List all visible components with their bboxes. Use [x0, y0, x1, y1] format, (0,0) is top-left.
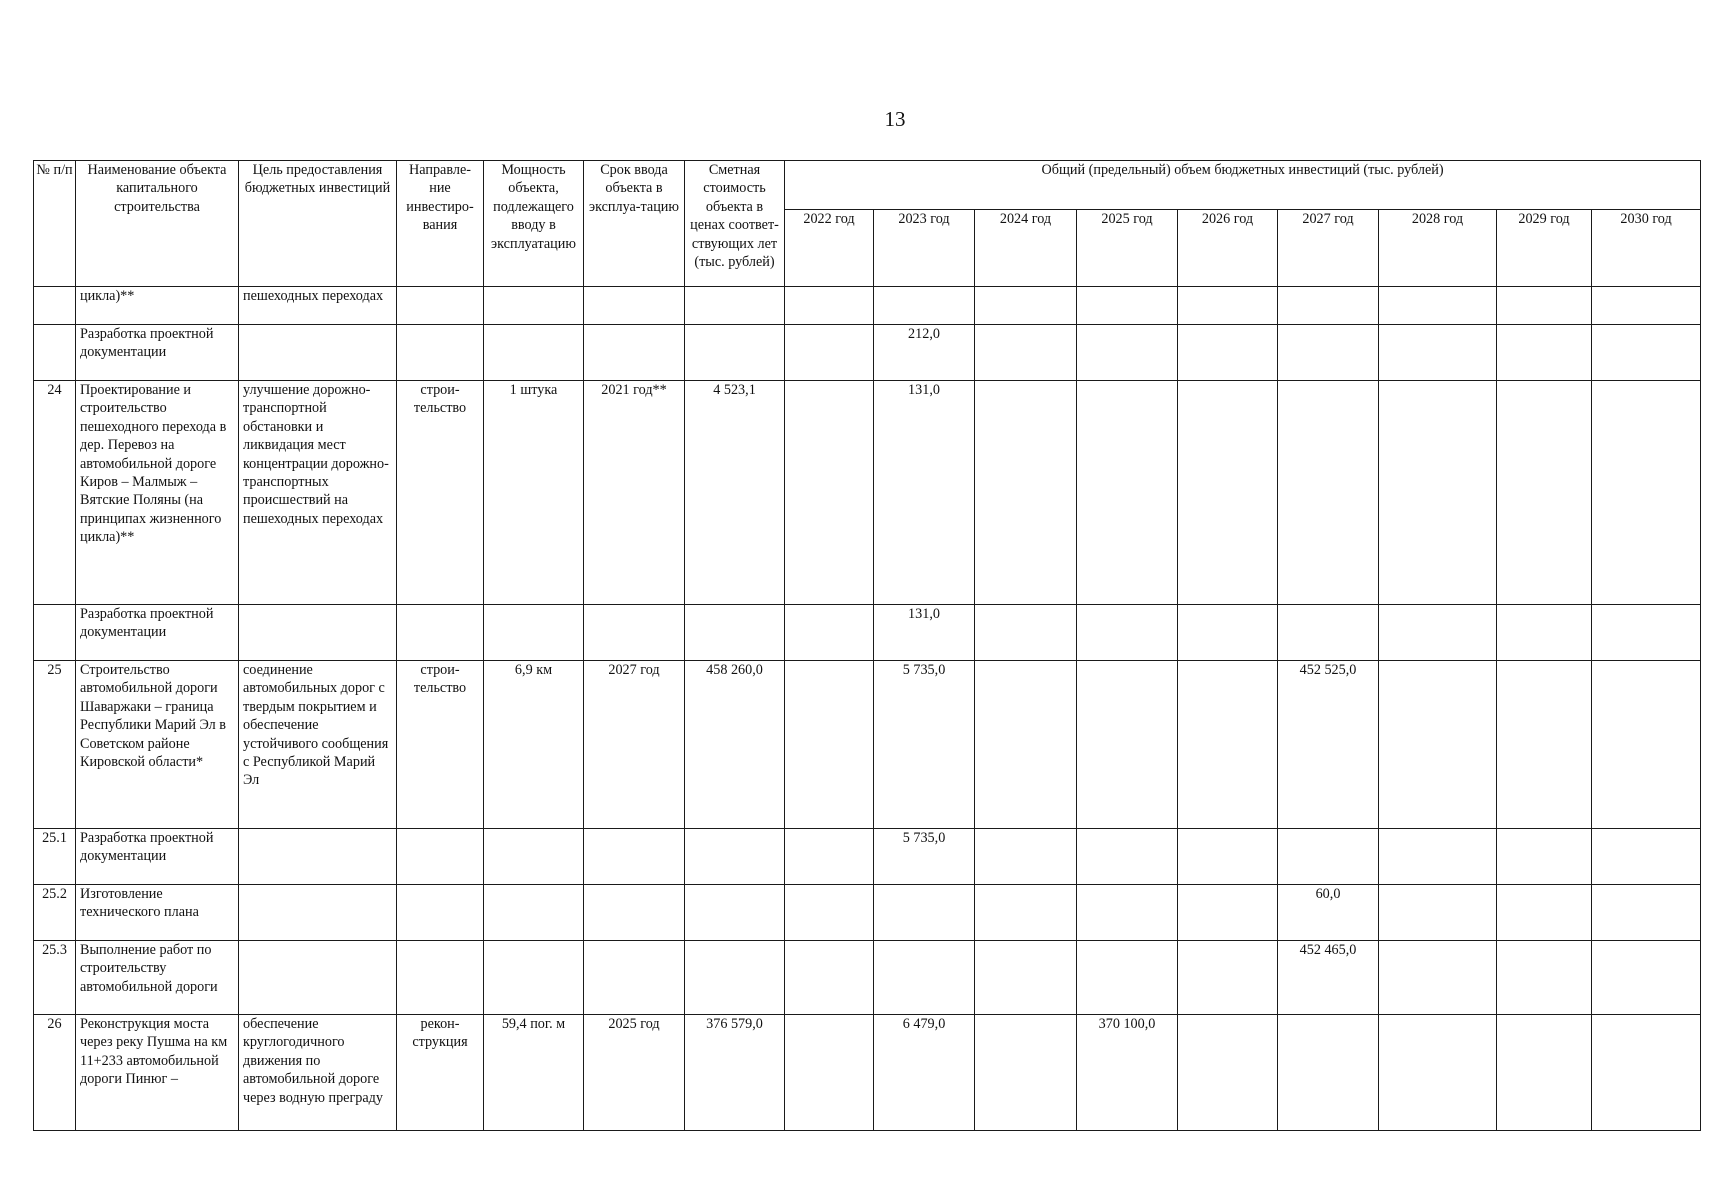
table-body — [34, 287, 1701, 1131]
year-amount-cell — [1497, 1015, 1592, 1131]
year-amount-cell — [1592, 829, 1701, 885]
year-amount-cell — [1592, 605, 1701, 661]
estimated-cost-cell: 4 523,1 — [685, 381, 785, 605]
year-amount-cell — [1178, 381, 1278, 605]
year-amount-cell — [1077, 661, 1178, 829]
col-header-year: 2030 год — [1592, 210, 1701, 287]
commissioning-term-cell — [584, 287, 685, 325]
estimated-cost-cell: 458 260,0 — [685, 661, 785, 829]
commissioning-term-cell — [584, 605, 685, 661]
commissioning-term-cell — [584, 941, 685, 1015]
table-row — [34, 605, 1701, 661]
investment-goal-cell: улучшение дорожно-транспортной обстановки и ликвидация мест концентрации дорожно-транспортных происшествий на пешеходных переходах — [239, 381, 397, 605]
page-number: 13 — [884, 107, 906, 131]
year-amount-cell — [1178, 287, 1278, 325]
estimated-cost-cell: 376 579,0 — [685, 1015, 785, 1131]
year-amount-cell — [874, 885, 975, 941]
object-name-cell: Выполнение работ по строительству автомобильной дороги — [76, 941, 239, 1015]
commissioning-term-cell — [584, 325, 685, 381]
estimated-cost-cell — [685, 287, 785, 325]
investment-direction-cell — [397, 941, 484, 1015]
year-amount-cell — [1497, 605, 1592, 661]
year-amount-cell — [785, 941, 874, 1015]
year-amount-cell — [975, 885, 1077, 941]
capacity-cell: 59,4 пог. м — [484, 1015, 584, 1131]
year-amount-cell: 60,0 — [1278, 885, 1379, 941]
object-name-cell: Строительство автомобильной дороги Шаваржаки – граница Республики Марий Эл в Советском районе Кировской области* — [76, 661, 239, 829]
year-amount-cell — [1379, 885, 1497, 941]
year-amount-cell — [1178, 325, 1278, 381]
commissioning-term-cell — [584, 829, 685, 885]
row-num-cell: 25.3 — [34, 941, 76, 1015]
col-header-name: Наименование объекта капитального строительства — [76, 161, 239, 287]
commissioning-term-cell: 2027 год — [584, 661, 685, 829]
estimated-cost-cell — [685, 885, 785, 941]
commissioning-term-cell — [584, 885, 685, 941]
col-header-goal: Цель предоставления бюджетных инвестиций — [239, 161, 397, 287]
row-num-cell: 25.1 — [34, 829, 76, 885]
object-name-cell: Разработка проектной документации — [76, 605, 239, 661]
object-name-cell: цикла)** — [76, 287, 239, 325]
year-amount-cell — [785, 885, 874, 941]
object-name-cell: Проектирование и строительство пешеходного перехода в дер. Перевоз на автомобильной дороге Киров – Малмыж – Вятские Поляны (на принципах жизненного цикла)** — [76, 381, 239, 605]
investment-goal-cell: обеспечение круглогодичного движения по автомобильной дороге через водную преграду — [239, 1015, 397, 1131]
year-amount-cell — [975, 381, 1077, 605]
year-amount-cell — [1592, 885, 1701, 941]
year-amount-cell — [874, 287, 975, 325]
table-row — [34, 941, 1701, 1015]
year-amount-cell — [1379, 661, 1497, 829]
year-amount-cell — [1379, 941, 1497, 1015]
investment-goal-cell — [239, 325, 397, 381]
year-amount-cell — [1278, 325, 1379, 381]
year-amount-cell — [1497, 381, 1592, 605]
col-header-total: Общий (предельный) объем бюджетных инвестиций (тыс. рублей) — [785, 161, 1701, 210]
investment-direction-cell — [397, 325, 484, 381]
estimated-cost-cell — [685, 829, 785, 885]
col-header-year: 2029 год — [1497, 210, 1592, 287]
year-amount-cell — [1592, 661, 1701, 829]
investment-direction-cell — [397, 829, 484, 885]
year-amount-cell — [975, 1015, 1077, 1131]
table-row — [34, 885, 1701, 941]
capacity-cell: 6,9 км — [484, 661, 584, 829]
year-amount-cell — [785, 605, 874, 661]
year-amount-cell — [785, 661, 874, 829]
year-amount-cell — [1278, 1015, 1379, 1131]
year-amount-cell — [1278, 381, 1379, 605]
year-amount-cell — [1077, 941, 1178, 1015]
estimated-cost-cell — [685, 941, 785, 1015]
table-row — [34, 287, 1701, 325]
year-amount-cell — [1592, 1015, 1701, 1131]
year-amount-cell: 452 465,0 — [1278, 941, 1379, 1015]
investment-direction-cell — [397, 287, 484, 325]
col-header-year: 2027 год — [1278, 210, 1379, 287]
year-amount-cell — [1497, 287, 1592, 325]
row-num-cell: 26 — [34, 1015, 76, 1131]
capacity-cell — [484, 605, 584, 661]
year-amount-cell — [1077, 605, 1178, 661]
col-header-term: Срок ввода объекта в эксплуа-тацию — [584, 161, 685, 287]
col-header-cost: Сметная стоимость объекта в ценах соответ-ствующих лет (тыс. рублей) — [685, 161, 785, 287]
investment-goal-cell: пешеходных переходах — [239, 287, 397, 325]
investment-direction-cell: рекон-струкция — [397, 1015, 484, 1131]
commissioning-term-cell: 2025 год — [584, 1015, 685, 1131]
commissioning-term-cell: 2021 год** — [584, 381, 685, 605]
row-num-cell: 24 — [34, 381, 76, 605]
col-header-direction: Направле-ние инвестиро-вания — [397, 161, 484, 287]
year-amount-cell — [1379, 605, 1497, 661]
year-amount-cell — [1379, 829, 1497, 885]
investment-goal-cell: соединение автомобильных дорог с твердым покрытием и обеспечение устойчивого сообщения с Республикой Марий Эл — [239, 661, 397, 829]
object-name-cell: Разработка проектной документации — [76, 325, 239, 381]
year-amount-cell — [1178, 661, 1278, 829]
year-amount-cell: 212,0 — [874, 325, 975, 381]
table-row — [34, 381, 1701, 605]
year-amount-cell: 452 525,0 — [1278, 661, 1379, 829]
year-amount-cell — [975, 325, 1077, 381]
year-amount-cell — [1077, 885, 1178, 941]
col-header-year: 2024 год — [975, 210, 1077, 287]
year-amount-cell — [1178, 1015, 1278, 1131]
year-amount-cell — [1592, 381, 1701, 605]
capacity-cell — [484, 941, 584, 1015]
year-amount-cell — [1497, 829, 1592, 885]
investment-goal-cell — [239, 605, 397, 661]
estimated-cost-cell — [685, 605, 785, 661]
year-amount-cell — [1497, 325, 1592, 381]
year-amount-cell — [1278, 287, 1379, 325]
investment-goal-cell — [239, 941, 397, 1015]
year-amount-cell — [1379, 381, 1497, 605]
col-header-year: 2026 год — [1178, 210, 1278, 287]
year-amount-cell — [1178, 941, 1278, 1015]
year-amount-cell: 131,0 — [874, 605, 975, 661]
year-amount-cell — [1278, 829, 1379, 885]
row-num-cell: 25 — [34, 661, 76, 829]
year-amount-cell — [975, 605, 1077, 661]
year-amount-cell — [785, 325, 874, 381]
year-amount-cell — [1278, 605, 1379, 661]
year-amount-cell: 6 479,0 — [874, 1015, 975, 1131]
capacity-cell — [484, 885, 584, 941]
row-num-cell — [34, 325, 76, 381]
year-amount-cell — [785, 287, 874, 325]
year-amount-cell — [1077, 325, 1178, 381]
investment-direction-cell: строи-тельство — [397, 661, 484, 829]
year-amount-cell — [1379, 1015, 1497, 1131]
table-row — [34, 325, 1701, 381]
year-amount-cell — [1379, 287, 1497, 325]
year-amount-cell — [1178, 885, 1278, 941]
col-header-capacity: Мощность объекта, подлежащего вводу в эксплуатацию — [484, 161, 584, 287]
object-name-cell: Разработка проектной документации — [76, 829, 239, 885]
col-header-year: 2022 год — [785, 210, 874, 287]
year-amount-cell — [1077, 287, 1178, 325]
year-amount-cell: 5 735,0 — [874, 829, 975, 885]
year-amount-cell — [1178, 829, 1278, 885]
year-amount-cell — [975, 941, 1077, 1015]
investment-direction-cell — [397, 885, 484, 941]
row-num-cell: 25.2 — [34, 885, 76, 941]
year-amount-cell — [785, 1015, 874, 1131]
year-amount-cell — [785, 381, 874, 605]
col-header-year: 2025 год — [1077, 210, 1178, 287]
table-row — [34, 829, 1701, 885]
year-amount-cell — [1592, 287, 1701, 325]
year-amount-cell: 5 735,0 — [874, 661, 975, 829]
year-amount-cell — [1497, 661, 1592, 829]
investment-goal-cell — [239, 829, 397, 885]
year-amount-cell — [1592, 325, 1701, 381]
col-header-year: 2028 год — [1379, 210, 1497, 287]
budget-investment-table — [33, 160, 1701, 1131]
year-amount-cell — [1497, 885, 1592, 941]
investment-direction-cell: строи-тельство — [397, 381, 484, 605]
capacity-cell — [484, 325, 584, 381]
col-header-year: 2023 год — [874, 210, 975, 287]
capacity-cell — [484, 829, 584, 885]
year-amount-cell — [1077, 829, 1178, 885]
year-amount-cell — [874, 941, 975, 1015]
estimated-cost-cell — [685, 325, 785, 381]
table-header-row — [34, 161, 1701, 210]
year-amount-cell — [975, 829, 1077, 885]
row-num-cell — [34, 287, 76, 325]
object-name-cell: Реконструкция моста через реку Пушма на км 11+233 автомобильной дороги Пинюг – — [76, 1015, 239, 1131]
year-amount-cell — [1379, 325, 1497, 381]
object-name-cell: Изготовление технического плана — [76, 885, 239, 941]
col-header-num: № п/п — [34, 161, 76, 287]
year-amount-cell: 370 100,0 — [1077, 1015, 1178, 1131]
capacity-cell — [484, 287, 584, 325]
row-num-cell — [34, 605, 76, 661]
year-amount-cell — [1077, 381, 1178, 605]
table-row — [34, 1015, 1701, 1131]
year-amount-cell — [975, 661, 1077, 829]
year-amount-cell — [1497, 941, 1592, 1015]
year-amount-cell — [1178, 605, 1278, 661]
year-amount-cell — [785, 829, 874, 885]
table-row — [34, 661, 1701, 829]
investment-direction-cell — [397, 605, 484, 661]
year-amount-cell: 131,0 — [874, 381, 975, 605]
year-amount-cell — [975, 287, 1077, 325]
year-amount-cell — [1592, 941, 1701, 1015]
investment-goal-cell — [239, 885, 397, 941]
capacity-cell: 1 штука — [484, 381, 584, 605]
